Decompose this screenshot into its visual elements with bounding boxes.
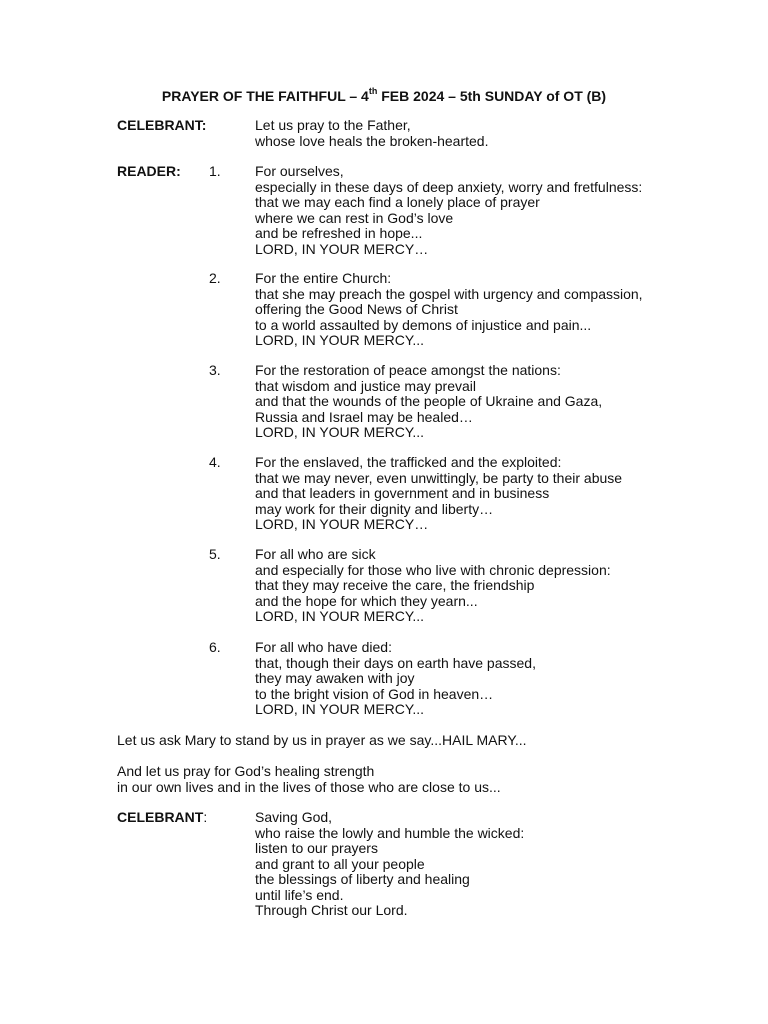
title-suffix: FEB 2024 – 5th SUNDAY of OT (B) — [377, 88, 607, 104]
intention-number: 2. — [209, 270, 221, 286]
closing-line: the blessings of liberty and healing — [255, 871, 470, 887]
closing-label-text: CELEBRANT — [117, 809, 204, 825]
opening-line: Let us pray to the Father, — [255, 117, 411, 133]
intention-line: to a world assaulted by demons of injustice and pain... — [255, 316, 592, 333]
intention-number: 4. — [209, 454, 221, 470]
intention-response: LORD, IN YOUR MERCY... — [255, 424, 425, 440]
intention-line: For the restoration of peace amongst the nations: — [255, 362, 561, 378]
healing-paragraph — [117, 764, 737, 795]
intention-number: 6. — [209, 639, 221, 655]
intention-line: to the bright vision of God in heaven… — [255, 685, 494, 702]
closing-line: until life’s end. — [255, 886, 344, 903]
intention-line: For the enslaved, the trafficked and the exploited: — [255, 454, 562, 470]
opening-lines — [255, 118, 755, 149]
opening-line: whose love heals the broken-hearted. — [255, 132, 489, 149]
hail-mary-paragraph — [117, 733, 737, 749]
intention-response: LORD, IN YOUR MERCY… — [255, 240, 429, 257]
closing-line: listen to our prayers — [255, 840, 378, 856]
intention-line: For all who have died: — [255, 639, 392, 655]
intention-line: that she may preach the gospel with urgency and compassion, — [255, 285, 643, 302]
intention-response: LORD, IN YOUR MERCY... — [255, 332, 425, 348]
intention-number: 1. — [209, 163, 221, 179]
intention-lines — [255, 271, 755, 349]
intention-line: For the entire Church: — [255, 270, 392, 286]
document-title — [0, 87, 768, 105]
hail-mary-line: Let us ask Mary to stand by us in prayer as we say...HAIL MARY... — [117, 732, 527, 748]
closing-line: and grant to all your people — [255, 855, 425, 872]
healing-line: in our own lives and in the lives of those who are close to us... — [117, 778, 501, 795]
closing-line: who raise the lowly and humble the wicked: — [255, 824, 525, 841]
intention-lines — [255, 455, 755, 533]
intention-line: and especially for those who live with chronic depression: — [255, 561, 611, 578]
healing-line: And let us pray for God’s healing strength — [117, 763, 375, 779]
intention-line: that we may never, even unwittingly, be party to their abuse — [255, 469, 623, 486]
closing-lines — [255, 810, 755, 919]
intention-line: Russia and Israel may be healed… — [255, 408, 473, 425]
intention-line: and the hope for which they yearn... — [255, 592, 478, 609]
intention-response: LORD, IN YOUR MERCY... — [255, 608, 425, 624]
intention-line: For all who are sick — [255, 546, 376, 562]
intention-line: and be refreshed in hope... — [255, 225, 423, 241]
opening-celebrant-label: CELEBRANT: — [117, 117, 207, 133]
intention-line: and that the wounds of the people of Ukraine and Gaza, — [255, 393, 603, 409]
intention-lines — [255, 164, 755, 257]
intention-line: that they may receive the care, the friendship — [255, 577, 535, 593]
intention-number: 5. — [209, 546, 221, 562]
intention-line: may work for their dignity and liberty… — [255, 500, 494, 517]
intention-line: they may awaken with joy — [255, 670, 415, 686]
intention-response: LORD, IN YOUR MERCY... — [255, 701, 425, 717]
intention-number: 3. — [209, 362, 221, 378]
intention-lines — [255, 547, 755, 625]
intention-line: offering the Good News of Christ — [255, 301, 458, 317]
title-prefix: PRAYER OF THE FAITHFUL – 4 — [161, 88, 369, 104]
intention-lines — [255, 640, 755, 718]
intention-line: that we may each find a lonely place of prayer — [255, 194, 540, 210]
intention-line: that, though their days on earth have passed, — [255, 654, 536, 671]
intention-lines — [255, 363, 755, 441]
closing-label-colon: : — [203, 809, 208, 825]
closing-celebrant-label — [117, 810, 207, 826]
title-ordinal-suffix: th — [368, 86, 378, 97]
reader-label: READER: — [117, 163, 181, 179]
closing-line: Saving God, — [255, 809, 333, 825]
intention-line: especially in these days of deep anxiety, worry and fretfulness: — [255, 178, 643, 195]
intention-line: For ourselves, — [255, 163, 344, 179]
intention-line: where we can rest in God’s love — [255, 209, 454, 226]
intention-response: LORD, IN YOUR MERCY… — [255, 516, 429, 532]
intention-line: and that leaders in government and in business — [255, 485, 550, 501]
closing-line: Through Christ our Lord. — [255, 902, 408, 918]
intention-line: that wisdom and justice may prevail — [255, 377, 476, 394]
